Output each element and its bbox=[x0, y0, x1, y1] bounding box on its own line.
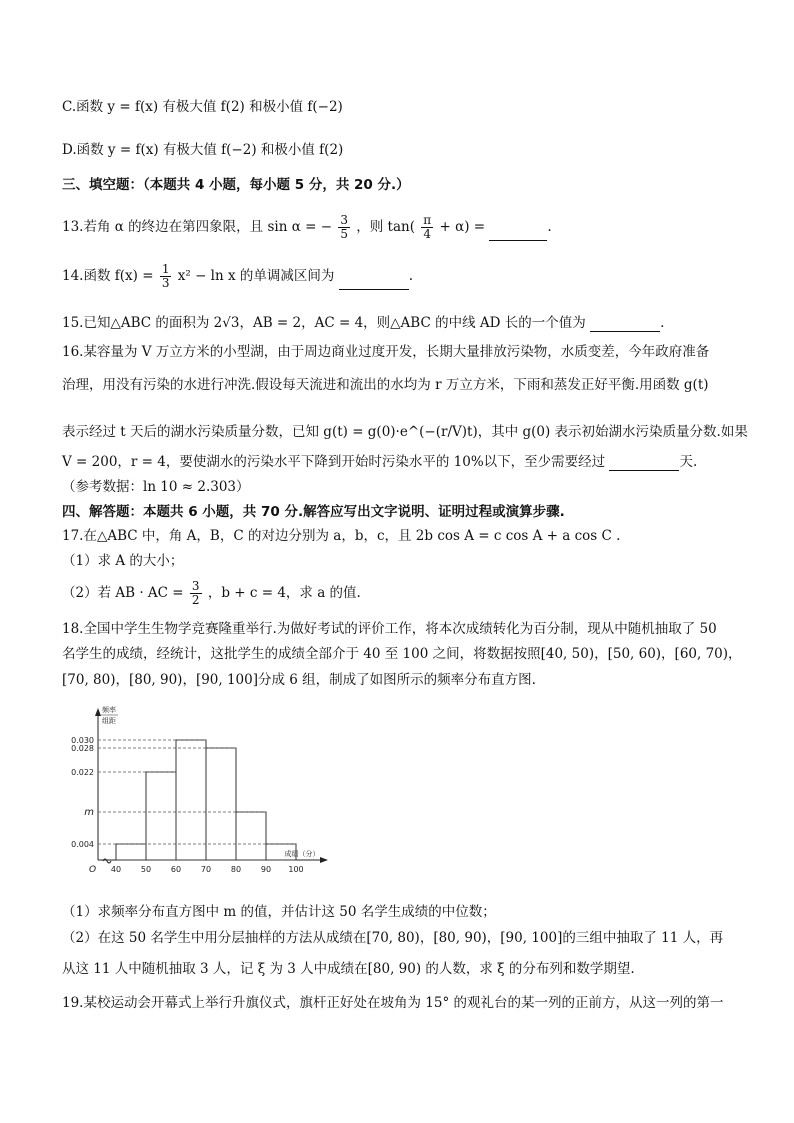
option-d: D.函数 y = f(x) 有极大值 f(−2) 和极小值 f(2) bbox=[62, 142, 344, 158]
q14-answer-blank[interactable] bbox=[339, 275, 409, 290]
x-tick-label: 100 bbox=[288, 865, 304, 874]
q17-part1: （1）求 A 的大小； bbox=[62, 553, 184, 569]
q17-part2-b: ，b + c = 4，求 a 的值. bbox=[207, 585, 361, 601]
y-axis-label-bottom: 组距 bbox=[102, 717, 116, 725]
q13-end: . bbox=[547, 219, 552, 235]
q18-line2: 名学生的成绩，经统计，这批学生的成绩全部介于 40 至 100 之间，将数据按照[40, 50)，[50, 60)，[60, 70)， bbox=[62, 646, 742, 662]
q18-line3: [70, 80)，[80, 90)，[90, 100]分成 6 组，制成了如图所示的频率分布直方图. bbox=[62, 672, 536, 688]
q15-answer-blank[interactable] bbox=[590, 317, 660, 332]
y-axis-label-top: 频率 bbox=[102, 706, 116, 714]
x-tick-label: 60 bbox=[170, 865, 182, 874]
question-15 bbox=[62, 314, 754, 332]
q13-fraction bbox=[338, 214, 350, 241]
q16-line1: 16.某容量为 V 万立方米的小型湖，由于周边商业过度开发，长期大量排放污染物，水质变差，今年政府准备 bbox=[62, 344, 710, 360]
q13-text1: 13.若角 α 的终边在第四象限，且 sin α = − bbox=[62, 219, 333, 235]
x-tick-label: 90 bbox=[260, 865, 272, 874]
histogram-bar bbox=[206, 748, 236, 860]
histogram-bar bbox=[176, 740, 206, 860]
x-tick-label: 70 bbox=[200, 865, 212, 874]
q16-line4-text: V = 200，r = 4，要使湖水的污染水平下降到开始时污染水平的 10%以下，至少需要经过 bbox=[62, 454, 606, 470]
q17-line1: 17.在△ABC 中，角 A，B，C 的对边分别为 a，b，c，且 2b cos A = c cos A + a cos C . bbox=[62, 528, 621, 544]
histogram-bar bbox=[146, 772, 176, 860]
q14-end: . bbox=[408, 268, 413, 284]
x-axis-label: 成绩（分） bbox=[284, 850, 320, 858]
y-tick-label: 0.030 bbox=[71, 736, 94, 745]
y-tick-label: 0.028 bbox=[71, 744, 94, 753]
y-tick-label: m bbox=[84, 807, 94, 818]
q17-frac-num: 3 bbox=[191, 579, 200, 593]
y-axis-arrow bbox=[95, 708, 101, 716]
q18-line1: 18.全国中学生生物学竞赛隆重举行.为做好考试的评价工作，将本次成绩转化为百分制，现从中随机抽取了 50 bbox=[62, 621, 717, 637]
x-tick-label: 50 bbox=[140, 865, 152, 874]
q17-fraction bbox=[190, 580, 202, 607]
q18-part1: （1）求频率分布直方图中 m 的值，并估计这 50 名学生成绩的中位数； bbox=[62, 904, 496, 920]
section3-heading: 三、填空题：（本题共 4 小题，每小题 5 分，共 20 分.） bbox=[62, 177, 410, 193]
q16-answer-blank[interactable] bbox=[609, 456, 679, 471]
y-tick-label: 0.004 bbox=[71, 840, 94, 849]
q14-fraction bbox=[160, 263, 172, 290]
frequency-histogram bbox=[58, 700, 358, 890]
q18-part2-line1: （2）在这 50 名学生中用分层抽样的方法从成绩在[70, 80)，[80, 90)，[90, 100]的三组中抽取了 11 人，再 bbox=[62, 930, 724, 946]
q13-pi-num: π bbox=[423, 213, 432, 227]
q13-frac-den: 5 bbox=[340, 227, 348, 241]
x-tick-label: 40 bbox=[110, 865, 122, 874]
question-13 bbox=[62, 214, 754, 241]
q18-part2-line2: 从这 11 人中随机抽取 3 人，记 ξ 为 3 人中成绩在[80, 90) 的人数，求 ξ 的分布列和数学期望. bbox=[62, 961, 635, 977]
q14-frac-den: 3 bbox=[161, 276, 170, 290]
q14-frac-num: 1 bbox=[161, 262, 170, 276]
q14-text1: 14.函数 f(x) = bbox=[62, 268, 154, 284]
q13-text2: ，则 tan( bbox=[356, 219, 415, 235]
q15-text: 15.已知△ABC 的面积为 2√3，AB = 2，AC = 4，则△ABC 的中线 AD 长的一个值为 bbox=[62, 315, 586, 331]
x-axis-arrow bbox=[320, 857, 328, 863]
q13-pi-den: 4 bbox=[423, 227, 432, 241]
q13-answer-blank[interactable] bbox=[489, 226, 547, 241]
q16-line4-end: 天. bbox=[679, 454, 698, 470]
q16-line3: 表示经过 t 天后的湖水污染质量分数，已知 g(t) = g(0)·e^(−(r/V)t)，其中 g(0) 表示初始湖水污染质量分数.如果 bbox=[62, 424, 748, 440]
q17-frac-den: 2 bbox=[191, 593, 200, 607]
option-c: C.函数 y = f(x) 有极大值 f(2) 和极小值 f(−2) bbox=[62, 99, 343, 115]
x-tick-label: 80 bbox=[230, 865, 242, 874]
q17-part2-a: （2）若 AB · AC = bbox=[62, 585, 184, 601]
q13-pi-fraction bbox=[421, 214, 433, 241]
origin-label: O bbox=[89, 865, 97, 875]
q14-text2: x² − ln x 的单调减区间为 bbox=[177, 268, 335, 284]
q16-line5: （参考数据：ln 10 ≈ 2.303） bbox=[62, 479, 250, 495]
q16-line2: 治理，用没有污染的水进行冲洗.假设每天流进和流出的水均为 r 万立方米，下雨和蒸发正好平衡.用函数 g(t) bbox=[62, 377, 709, 393]
question-14 bbox=[62, 263, 754, 290]
q16-line4 bbox=[62, 453, 754, 471]
section4-heading: 四、解答题：本题共 6 小题，共 70 分.解答应写出文字说明、证明过程或演算步骤. bbox=[62, 504, 565, 520]
histogram-bar bbox=[236, 812, 266, 860]
y-tick-label: 0.022 bbox=[71, 768, 94, 777]
q13-frac-num: 3 bbox=[340, 213, 348, 227]
histogram-bar bbox=[116, 844, 146, 860]
q15-end: . bbox=[660, 315, 665, 331]
q13-text3: + α) = bbox=[439, 219, 486, 235]
q17-part2 bbox=[62, 580, 754, 607]
q19-line1: 19.某校运动会开幕式上举行升旗仪式，旗杆正好处在坡角为 15° 的观礼台的某一列的正前方，从这一列的第一 bbox=[62, 995, 724, 1011]
